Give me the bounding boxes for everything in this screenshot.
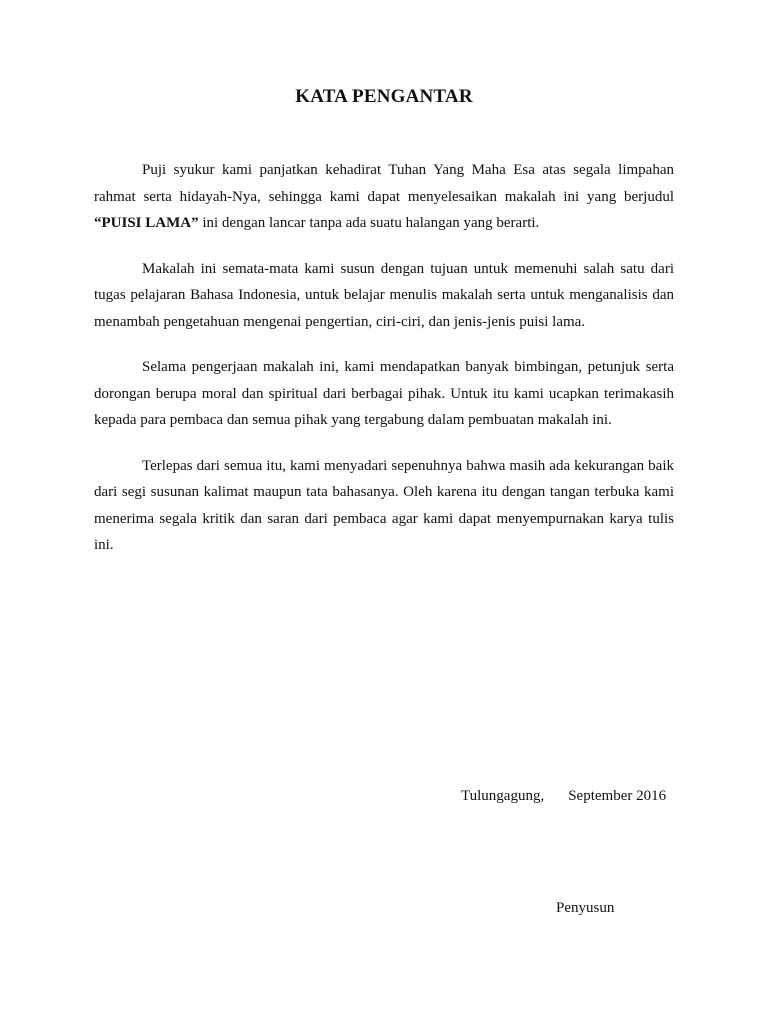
- paragraph-1-title-reference: “PUISI LAMA”: [94, 215, 199, 231]
- paragraph-2: Makalah ini semata-mata kami susun dengan tujuan untuk memenuhi salah satu dari tugas pelajaran Bahasa Indonesia, untuk belajar menulis makalah serta untuk menganalisis dan menambah pengetahuan mengenai pengertian, ciri-ciri, dan jenis-jenis puisi lama.: [94, 260, 674, 330]
- place-date-line: [461, 788, 666, 805]
- author-signature: Penyusun: [556, 900, 615, 916]
- document-body: [94, 157, 674, 578]
- place: Tulungagung,: [461, 788, 545, 804]
- paragraph-1-text-end: ini dengan lancar tanpa ada suatu halangan yang berarti.: [198, 215, 540, 231]
- date: September 2016: [568, 788, 667, 804]
- paragraph-4: Terlepas dari semua itu, kami menyadari sepenuhnya bahwa masih ada kekurangan baik dari segi susunan kalimat maupun tata bahasanya. Oleh karena itu dengan tangan terbuka kami menerima segala kritik dan saran dari pembaca agar kami dapat menyempurnakan karya tulis ini.: [94, 457, 674, 553]
- paragraph-1-text: Puji syukur kami panjatkan kehadirat Tuhan Yang Maha Esa atas segala limpahan rahmat serta hidayah-Nya, sehingga kami dapat menyelesaikan makalah ini yang berjudul: [94, 162, 674, 205]
- paragraph-3: Selama pengerjaan makalah ini, kami mendapatkan banyak bimbingan, petunjuk serta dorongan berupa moral dan spiritual dari berbagai pihak. Untuk itu kami ucapkan terimakasih kepada para pembaca dan semua pihak yang tergabung dalam pembuatan makalah ini.: [94, 359, 674, 428]
- paragraph-1: [94, 157, 674, 237]
- page-title: KATA PENGANTAR: [295, 86, 473, 107]
